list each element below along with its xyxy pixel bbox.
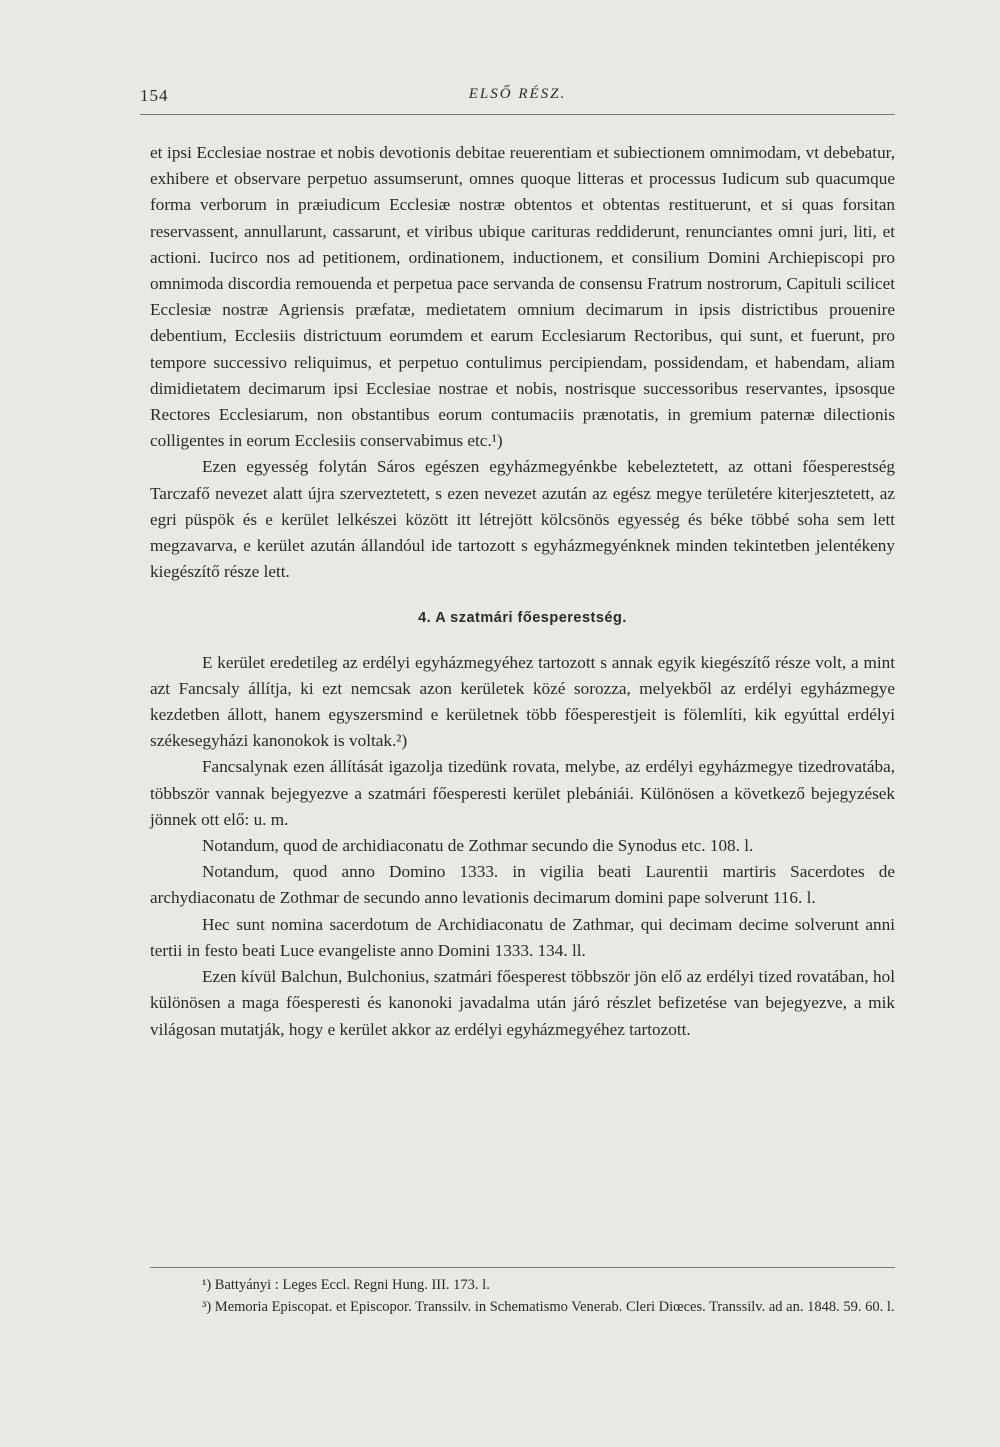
section-heading: 4. A szatmári főesperestség. — [418, 610, 627, 627]
footnotes — [150, 1274, 895, 1318]
body-text — [150, 140, 895, 1043]
paragraph-latin-charter: et ipsi Ecclesiae nostrae et nobis devotionis debitae reuerentiam et subiectionem omnimodam, vt debebatur, exhibere et observare perpetuo assumserunt, omnes quoque litteras et processus Iudicum sub quacumque forma verborum in præiudicum Ecclesiæ nostræ obtentos et obtentas restituerunt, et si quas forsitan reservassent, annullarunt, cassarunt, et viribus ubique carituras reddiderunt, renunciantes omni juri, liti, et actioni. Iucirco nos ad petitionem, ordinationem, inductionem, et consilium Domini Archiepiscopi pro omnimoda discordia remouenda et perpetua pace servanda de consensu Fratrum nostrorum, Capituli scilicet Ecclesiæ nostræ Agriensis præfatæ, medietatem omnium decimarum in ipsis districtibus prouenire debentium, Ecclesiis districtuum eorumdem et earum Ecclesiarum Rectoribus, qui sunt, et fuerunt, pro tempore successivo reliquimus, et perpetuo contulimus percipiendam, possidendam, et habendam, aliam dimidietatem decimarum ipsi Ecclesiae nostrae et nobis, nostrisque successoribus reservantes, ipsosque Rectores Ecclesiarum, non obstantibus eorum contumaciis prænotatis, in gremium paternæ dilectionis colligentes in eorum Ecclesiis conservabimus etc.¹) — [150, 143, 895, 451]
paragraph-fancsaly: Fancsalynak ezen állítását igazolja tizedünk rovata, melybe, az erdélyi egyházmegye tizedrovatába, többször vannak bejegyezve a szatmári főesperesti kerület plebániái. Különösen a következő bejegyzések jönnek ott elő: u. m. — [150, 757, 895, 829]
paragraph-szatmar-origin: E kerület eredetileg az erdélyi egyházmegyéhez tartozott s annak egyik kiegészítő része volt, a mint azt Fancsaly állítja, ki ezt nemcsak azon kerületek közé sorozza, melyekből az erdélyi egyházmegye kezdetben állott, hanem egyszersmind e kerületnek több főesperestjeit is fölemlíti, kik egyúttal erdélyi székesegyházi kanonokok is voltak.²) — [150, 652, 895, 751]
header-rule — [140, 114, 895, 115]
paragraph-saros-union: Ezen egyesség folytán Sáros egészen egyházmegyénkbe kebeleztetett, az ottani főesperestség Tarczafő nevezet alatt újra szerveztetett, s ezen nevezet azután az egész megye területére kiterjesztetett, az egri püspök és e kerület lelkészei között itt létrejött kölcsönös egyesség és béke többé soha sem lett megzavarva, e kerület azután állandóul ide tartozott s egyházmegyénknek minden tekintetben jelentékeny kiegészítő része lett. — [150, 457, 895, 582]
running-title: ELSŐ RÉSZ. — [468, 86, 567, 102]
footnote-1: ¹) Battyányi : Leges Eccl. Regni Hung. III. 173. l. — [202, 1277, 490, 1293]
paragraph-notandum-1: Notandum, quod de archidiaconatu de Zothmar secundo die Synodus etc. 108. l. — [202, 836, 754, 856]
footnote-2: ³) Memoria Episcopat. et Episcopor. Transsilv. in Schematismo Venerab. Cleri Diœces. Transsilv. ad an. 1848. 59. 60. l. — [202, 1299, 895, 1315]
paragraph-notandum-2: Notandum, quod anno Domino 1333. in vigilia beati Laurentii martiris Sacerdotes de archydiaconatu de Zothmar de secundo anno levationis decimarum domini pape solverunt 116. l. — [150, 862, 895, 908]
paragraph-balchun: Ezen kívül Balchun, Bulchonius, szatmári főesperest többször jön elő az erdélyi tized rovatában, hol különösen a maga főesperesti és kanonoki javadalma után járó részlet befizetése van bejegyezve, a mik világosan mutatják, hogy e kerület akkor az erdélyi egyházmegyéhez tartozott. — [150, 967, 895, 1039]
running-head — [140, 86, 895, 112]
page-number: 154 — [140, 86, 169, 105]
footnote-rule — [150, 1267, 895, 1268]
paragraph-hec-sunt: Hec sunt nomina sacerdotum de Archidiaconatu de Zathmar, qui decimam decime solverunt anni tertii in festo beati Luce evangeliste anno Domini 1333. 134. ll. — [150, 914, 895, 960]
